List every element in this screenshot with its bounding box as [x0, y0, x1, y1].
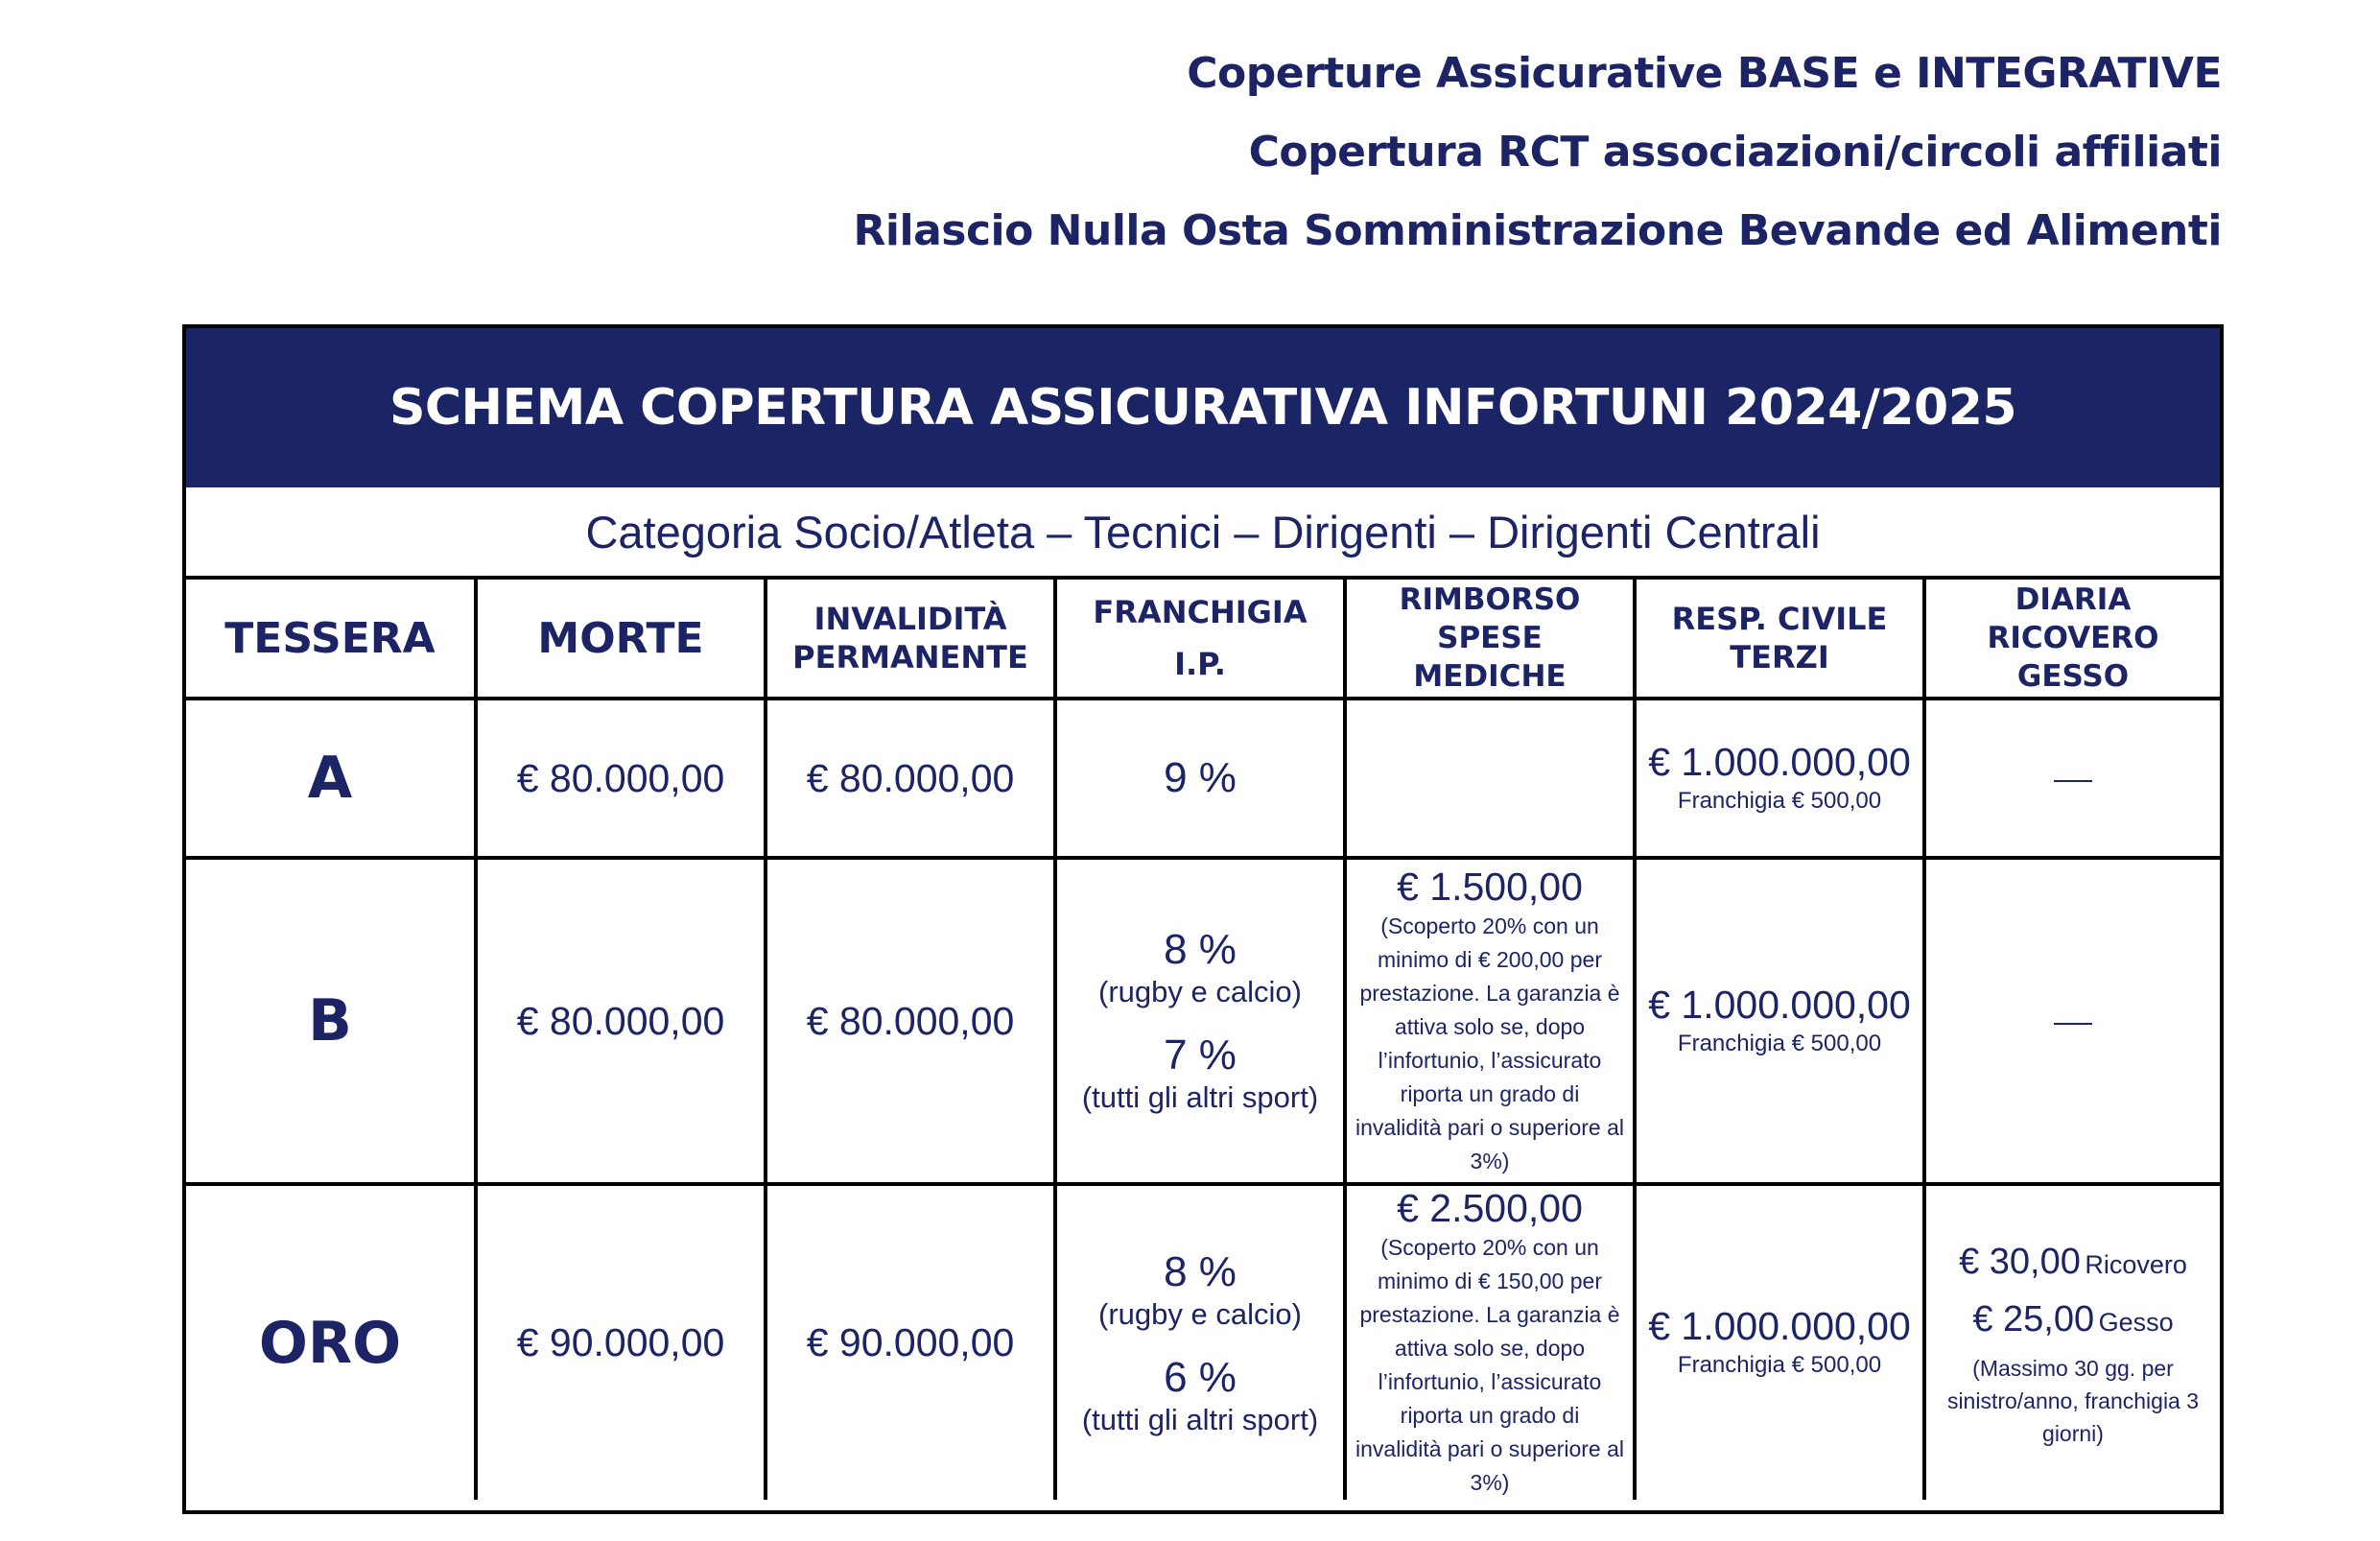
- invalidita-oro: € 90.000,00: [766, 1184, 1055, 1500]
- header-line-1: Coperture Assicurative BASE e INTEGRATIVE: [1187, 49, 2222, 98]
- rimborso-b: € 1.500,00 (Scoperto 20% con un minimo di € 200,00 per prestazione. La garanzia è attiva solo se, dopo l’infortunio, l’assicurato riporta un grado di invalidità pari o superiore al 3%): [1345, 858, 1635, 1184]
- header-line-3: Rilascio Nulla Osta Somministrazione Bevande ed Alimenti: [853, 206, 2222, 255]
- table-row-b: [186, 858, 2220, 1184]
- resp-civile-b: € 1.000.000,00 Franchigia € 500,00: [1635, 858, 1924, 1184]
- resp-civile-oro: € 1.000.000,00 Franchigia € 500,00: [1635, 1184, 1924, 1500]
- rimborso-oro: € 2.500,00 (Scoperto 20% con un minimo di € 150,00 per prestazione. La garanzia è attiva solo se, dopo l’infortunio, l’assicurato riporta un grado di invalidità pari o superiore al 3%): [1345, 1184, 1635, 1500]
- diaria-oro: € 30,00 Ricovero € 25,00 Gesso (Massimo 30 gg. per sinistro/anno, franchigia 3 giorni): [1924, 1184, 2220, 1500]
- coverage-grid: [186, 580, 2220, 1500]
- franchigia-a: 9 %: [1055, 699, 1345, 858]
- coverage-table: [182, 324, 2224, 1514]
- table-subtitle: Categoria Socio/Atleta – Tecnici – Dirigenti – Dirigenti Centrali: [186, 487, 2220, 580]
- header-line-2: Copertura RCT associazioni/circoli affiliati: [1248, 128, 2222, 177]
- header-row: [186, 580, 2220, 699]
- col-header-invalidita: INVALIDITÀ PERMANENTE: [766, 580, 1055, 699]
- col-header-resp-civile: RESP. CIVILE TERZI: [1635, 580, 1924, 699]
- col-header-morte: MORTE: [476, 580, 766, 699]
- invalidita-b: € 80.000,00: [766, 858, 1055, 1184]
- morte-a: € 80.000,00: [476, 699, 766, 858]
- rimborso-a-empty: [1345, 699, 1635, 858]
- franchigia-oro: 8 % (rugby e calcio) 6 % (tutti gli altri sport): [1055, 1184, 1345, 1500]
- morte-oro: € 90.000,00: [476, 1184, 766, 1500]
- table-title: SCHEMA COPERTURA ASSICURATIVA INFORTUNI 2024/2025: [389, 379, 2017, 437]
- table-row-a: [186, 699, 2220, 858]
- morte-b: € 80.000,00: [476, 858, 766, 1184]
- table-row-oro: [186, 1184, 2220, 1500]
- header-block: [854, 35, 2222, 271]
- diaria-a-dash: [1924, 699, 2220, 858]
- franchigia-b: 8 % (rugby e calcio) 7 % (tutti gli altri sport): [1055, 858, 1345, 1184]
- tessera-b-label: B: [186, 858, 476, 1184]
- invalidita-a: € 80.000,00: [766, 699, 1055, 858]
- table-title-bar: [186, 328, 2220, 487]
- col-header-rimborso: RIMBORSO SPESE MEDICHE: [1345, 580, 1635, 699]
- col-header-tessera: TESSERA: [186, 580, 476, 699]
- diaria-b-dash: [1924, 858, 2220, 1184]
- resp-civile-a: € 1.000.000,00 Franchigia € 500,00: [1635, 699, 1924, 858]
- col-header-franchigia: FRANCHIGIA I.P.: [1055, 580, 1345, 699]
- tessera-oro-label: ORO: [186, 1184, 476, 1500]
- tessera-a-label: A: [186, 699, 476, 858]
- col-header-diaria: DIARIA RICOVERO GESSO: [1924, 580, 2220, 699]
